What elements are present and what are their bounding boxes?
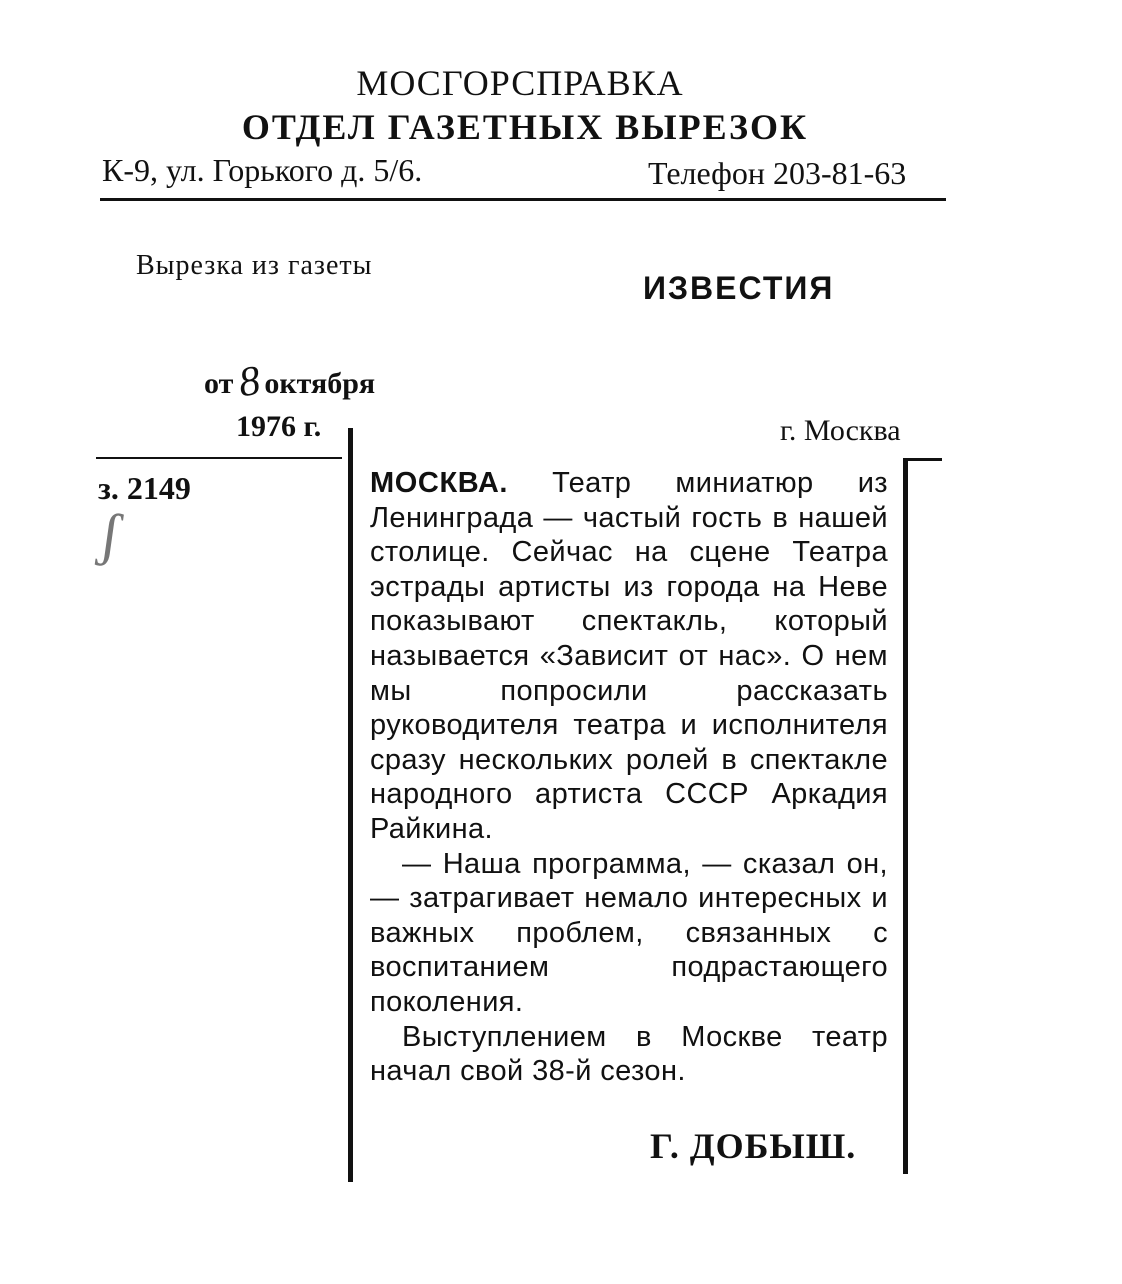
organization-title: МОСГОРСПРАВКА (356, 63, 684, 103)
clipping-number: з. 2149 (98, 470, 191, 506)
clipping-date (204, 356, 376, 407)
column-top-right-tick (906, 458, 942, 461)
column-right-border (903, 458, 908, 1174)
clipping-year: 1976 г. (236, 410, 322, 443)
article-signature: Г. ДОБЫШ. (650, 1126, 857, 1166)
article-text: Театр миниатюр из Ленинграда — частый гость в нашей столице. Сейчас на сцене Театра эстрады артисты из города на Неве показывают спектакль, который называется «Зависит от нас». О нем мы попросили рассказать руководителя театра и исполнителя сразу нескольких ролей в спектакле народного артиста СССР Аркадия Райкина. (370, 467, 888, 845)
article-body (370, 466, 888, 1089)
newspaper-name: ИЗВЕСТИЯ (643, 270, 835, 306)
article-paragraph (370, 466, 888, 847)
article-paragraph: — Наша программа, — сказал он, — затрагивает немало интересных и важных проблем, связанных с воспитанием подрастающего поколения. (370, 847, 888, 1018)
address: К-9, ул. Горького д. 5/6. (102, 152, 423, 188)
clipping-label: Вырезка из газеты (136, 250, 373, 281)
handwritten-mark-icon: ʃ (95, 499, 125, 569)
article-lead: МОСКВА. (370, 467, 509, 499)
phone: Телефон 203-81-63 (648, 155, 907, 191)
article-paragraph: Выступлением в Москве театр начал свой 38-й сезон. (370, 1020, 888, 1088)
header-rule (100, 198, 946, 201)
clipping-city: г. Москва (780, 414, 901, 447)
date-month: октября (264, 367, 376, 400)
date-day-handwritten: 8 (236, 357, 264, 407)
date-prefix: от (204, 367, 234, 400)
left-rule (96, 457, 342, 459)
department-title: ОТДЕЛ ГАЗЕТНЫХ ВЫРЕЗОК (241, 107, 809, 147)
column-left-border (348, 428, 353, 1182)
